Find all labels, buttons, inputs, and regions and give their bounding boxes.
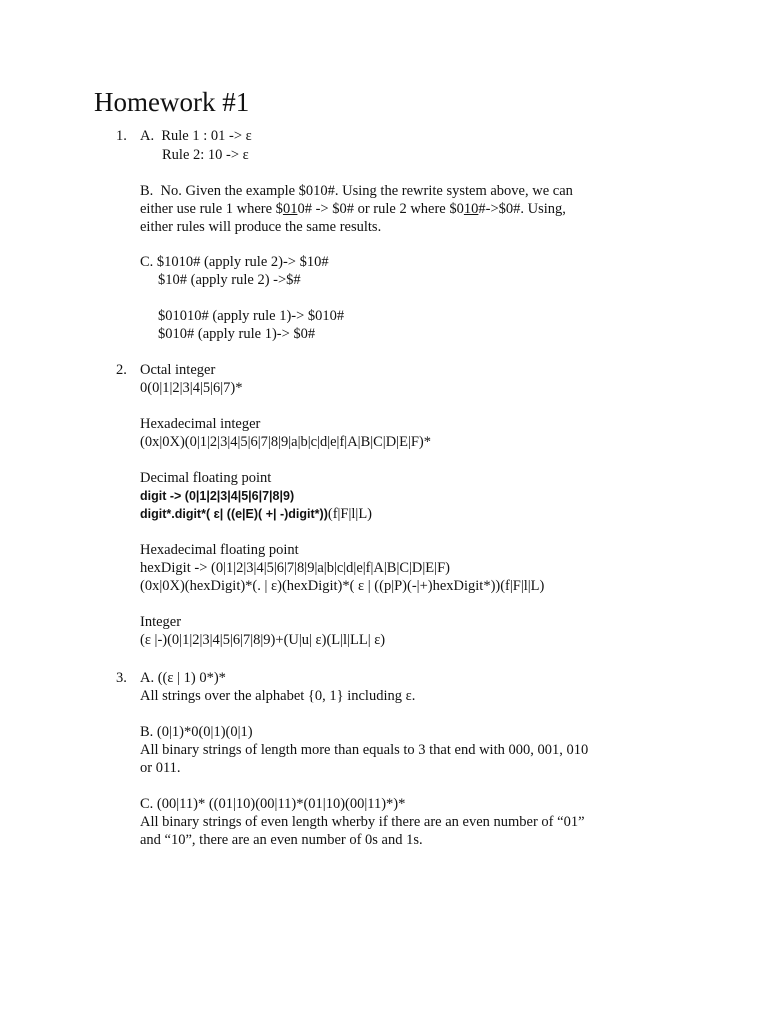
q1-b-underline-10: 10 <box>463 201 479 217</box>
q2-int-label: Integer <box>140 614 182 630</box>
q1-b-underline-01: 01 <box>282 201 298 217</box>
q1-b-line-2-mid: 0# -> $0# or rule 2 where $0 <box>297 201 464 217</box>
q2-dec-expr-rest: (f|F|l|L) <box>327 506 373 522</box>
q1-b-line-2-post: #->$0#. Using, <box>478 201 566 217</box>
q2-dec-digit: digit -> (0|1|2|3|4|5|6|7|8|9) <box>140 489 295 503</box>
q1-b-line-2-pre: either use rule 1 where $ <box>140 201 283 217</box>
q1-c-line-3: $01010# (apply rule 1)-> $010# <box>158 308 345 324</box>
q3-b-desc-2: or 011. <box>140 760 181 776</box>
q3-c-desc-2: and “10”, there are an even number of 0s and 1s. <box>140 832 423 848</box>
q2-hex-expr: (0x|0X)(0|1|2|3|4|5|6|7|8|9|a|b|c|d|e|f|A|B|C|D|E|F)* <box>140 434 431 450</box>
q1-rule-1: A. Rule 1 : 01 -> ɛ <box>140 128 252 144</box>
question-3-number: 3. <box>116 670 127 686</box>
q1-c-line-2: $10# (apply rule 2) ->$# <box>158 272 301 288</box>
q1-c-line-1: C. $1010# (apply rule 2)-> $10# <box>140 254 329 270</box>
question-1-number: 1. <box>116 128 127 144</box>
q3-b-expr: B. (0|1)*0(0|1)(0|1) <box>140 724 253 740</box>
q1-c-line-4: $010# (apply rule 1)-> $0# <box>158 326 316 342</box>
q3-a-expr: A. ((ɛ | 1) 0*)* <box>140 670 226 686</box>
question-2-number: 2. <box>116 362 127 378</box>
q2-dec-expr <box>140 505 372 523</box>
q1-b-line-1: B. No. Given the example $010#. Using the rewrite system above, we can <box>140 183 573 199</box>
q2-hex-label: Hexadecimal integer <box>140 416 261 432</box>
q2-dec-label: Decimal floating point <box>140 470 272 486</box>
q1-b-line-2 <box>140 200 566 218</box>
q2-dec-expr-bold: digit*.digit*( ɛ| ((e|E)( +| -)digit*)) <box>140 507 328 521</box>
q2-octal-label: Octal integer <box>140 362 216 378</box>
page-title: Homework #1 <box>94 87 250 117</box>
q2-hexf-label: Hexadecimal floating point <box>140 542 299 558</box>
q3-c-desc-1: All binary strings of even length wherby if there are an even number of “01” <box>140 814 585 830</box>
q2-hexf-digit: hexDigit -> (0|1|2|3|4|5|6|7|8|9|a|b|c|d|e|f|A|B|C|D|E|F) <box>140 560 450 576</box>
q2-octal-expr: 0(0|1|2|3|4|5|6|7)* <box>140 380 243 396</box>
q1-rule-2: Rule 2: 10 -> ɛ <box>162 147 249 163</box>
q1-b-line-3: either rules will produce the same results. <box>140 219 382 235</box>
q3-c-expr: C. (00|11)* ((01|10)(00|11)*(01|10)(00|11)*)* <box>140 796 406 812</box>
q3-a-desc: All strings over the alphabet {0, 1} including ɛ. <box>140 688 416 704</box>
q3-b-desc-1: All binary strings of length more than equals to 3 that end with 000, 001, 010 <box>140 742 589 758</box>
q2-int-expr: (ɛ |-)(0|1|2|3|4|5|6|7|8|9)+(U|u| ɛ)(L|l|LL| ɛ) <box>140 632 386 648</box>
q2-hexf-expr: (0x|0X)(hexDigit)*(. | ɛ)(hexDigit)*( ɛ | ((p|P)(-|+)hexDigit*))(f|F|l|L) <box>140 578 545 594</box>
